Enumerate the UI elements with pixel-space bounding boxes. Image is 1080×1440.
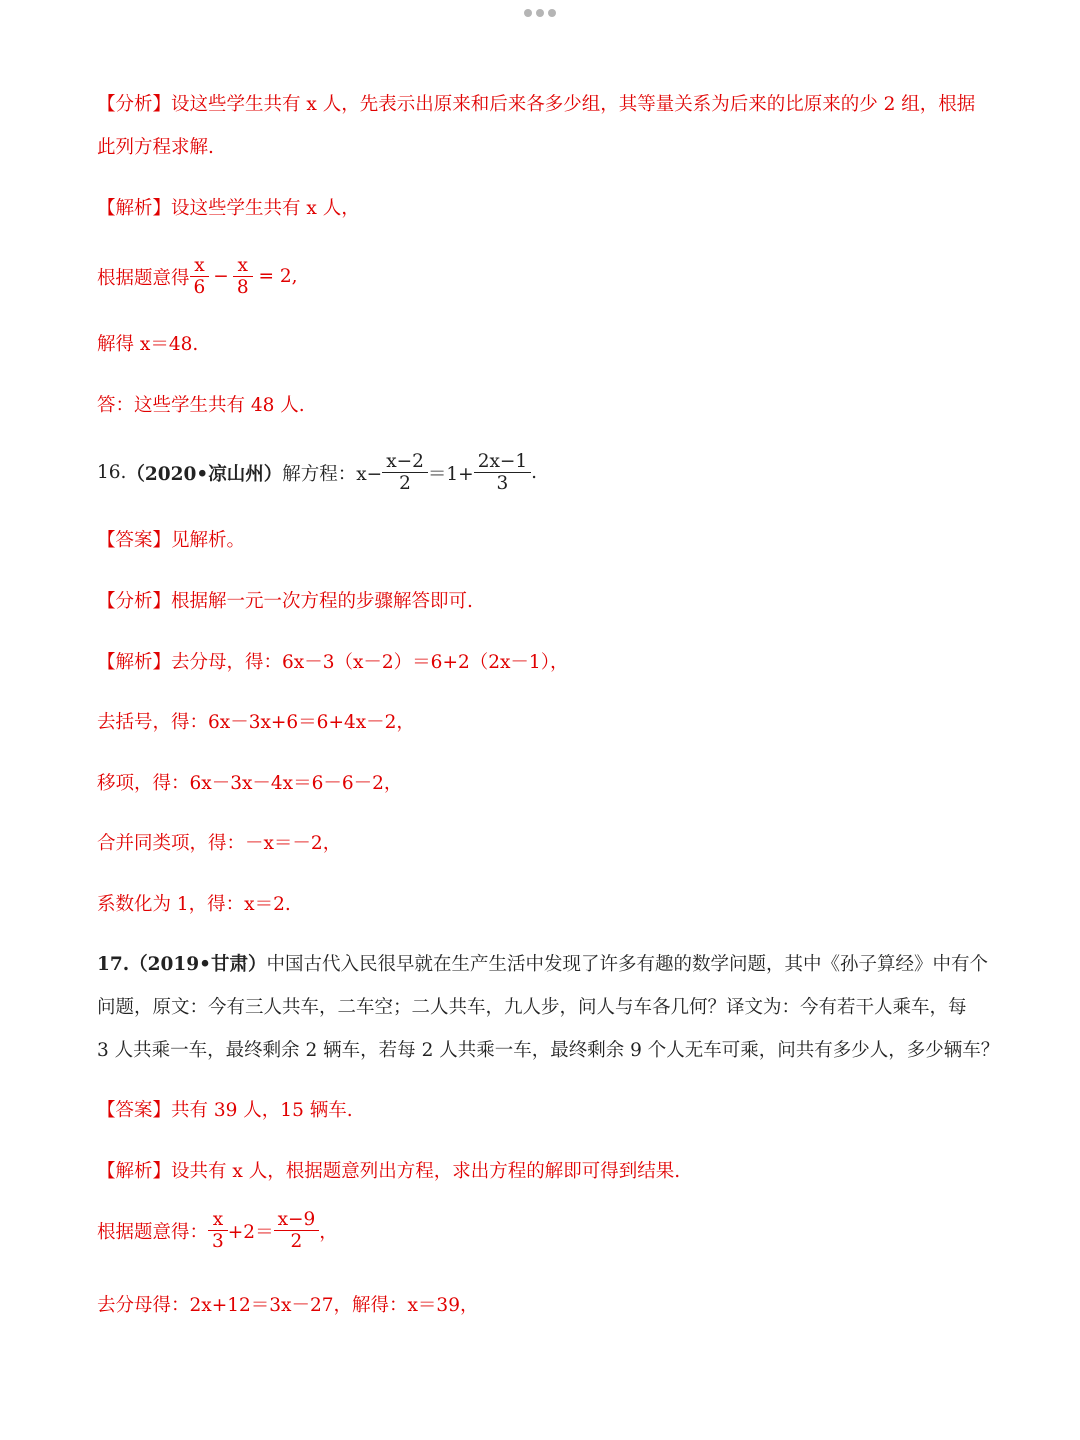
solution-step: 去分母得：2x+12＝3x－27，解得：x＝39， <box>97 1295 479 1316</box>
question-number-source: 17.（2019•甘肃） <box>97 954 267 975</box>
solution-step-2: 去括号，得：6x－3x+6＝6+4x－2， <box>97 712 415 733</box>
plus-two-equals: +2＝ <box>227 1221 274 1243</box>
fraction-x-minus-2-over-2 <box>384 452 426 494</box>
analysis-line-1: 【分析】设这些学生共有 x 人，先表示出原来和后来各多少组，其等量关系为后来的比原来的少 2 组，根据 <box>97 94 976 115</box>
question-17-line-2: 问题，原文：今有三人共车，二车空；二人共车，九人步，问人与车各几何？译文为：今有若干人乘车，每 <box>97 997 967 1018</box>
fraction-x-over-6 <box>192 256 208 298</box>
equation-line <box>97 256 990 298</box>
analysis-line-2: 此列方程求解. <box>97 137 214 158</box>
solution-step-1: 【解析】去分母，得：6x－3（x－2）＝6+2（2x－1）， <box>97 652 569 673</box>
equation-prefix: 根据题意得 <box>97 267 190 289</box>
fraction-numerator: x <box>212 1209 224 1230</box>
solve-line: 解得 x＝48. <box>97 334 199 355</box>
fraction-numerator: x−9 <box>277 1209 316 1230</box>
fraction-x-minus-9-over-2 <box>276 1210 318 1252</box>
fraction-numerator: x <box>237 255 248 276</box>
equation-prefix: 根据题意得： <box>97 1221 209 1243</box>
solution-step-5: 系数化为 1，得：x＝2. <box>97 894 291 915</box>
fraction-numerator: x <box>194 255 205 276</box>
equals-one-plus: ＝1+ <box>427 463 474 485</box>
answer-line: 【答案】见解析。 <box>97 530 246 551</box>
fraction-x-over-3 <box>210 1210 226 1252</box>
period: . <box>531 462 538 484</box>
fraction-denominator: 6 <box>190 276 210 297</box>
solution-step-3: 移项，得：6x－3x－4x＝6－6－2， <box>97 773 403 794</box>
question-text: 解方程：x− <box>282 463 383 485</box>
equation-suffix: = 2, <box>252 266 298 288</box>
fraction-denominator: 2 <box>382 472 428 493</box>
question-17-line-1 <box>97 950 990 976</box>
answer-line: 答：这些学生共有 48 人. <box>97 395 305 416</box>
fraction-x-over-8 <box>235 256 251 298</box>
equation-suffix: ， <box>319 1221 338 1243</box>
equation-line <box>97 1210 990 1252</box>
question-text: 中国古代入民很早就在生产生活中发现了许多有趣的数学问题，其中《孙子算经》中有个 <box>266 954 989 975</box>
more-dots-icon[interactable] <box>524 8 556 18</box>
solution-step-4: 合并同类项，得：－x＝－2， <box>97 833 342 854</box>
solution-intro: 【解析】设这些学生共有 x 人， <box>97 198 360 219</box>
analysis-line: 【解析】设共有 x 人，根据题意列出方程，求出方程的解即可得到结果. <box>97 1161 681 1182</box>
fraction-denominator: 3 <box>208 1230 228 1251</box>
analysis-line: 【分析】根据解一元一次方程的步骤解答即可. <box>97 591 473 612</box>
fraction-denominator: 3 <box>474 472 531 493</box>
fraction-denominator: 2 <box>274 1230 320 1251</box>
fraction-numerator: x−2 <box>386 451 424 472</box>
dot <box>524 9 532 17</box>
answer-line: 【答案】共有 39 人，15 辆车. <box>97 1100 353 1121</box>
fraction-2x-minus-1-over-3 <box>476 452 529 494</box>
minus-sign: − <box>213 266 229 288</box>
dot <box>536 9 544 17</box>
question-16 <box>97 452 990 494</box>
fraction-numerator: 2x−1 <box>477 451 528 472</box>
fraction-denominator: 8 <box>233 276 253 297</box>
dot <box>548 9 556 17</box>
question-number: 16. <box>97 462 127 484</box>
question-17-line-3: 3 人共乘一车，最终剩余 2 辆车，若每 2 人共乘一车，最终剩余 9 个人无车可乘，问共有多少人，多少辆车？ <box>97 1040 1000 1061</box>
question-source: （2020•凉山州） <box>126 463 283 485</box>
